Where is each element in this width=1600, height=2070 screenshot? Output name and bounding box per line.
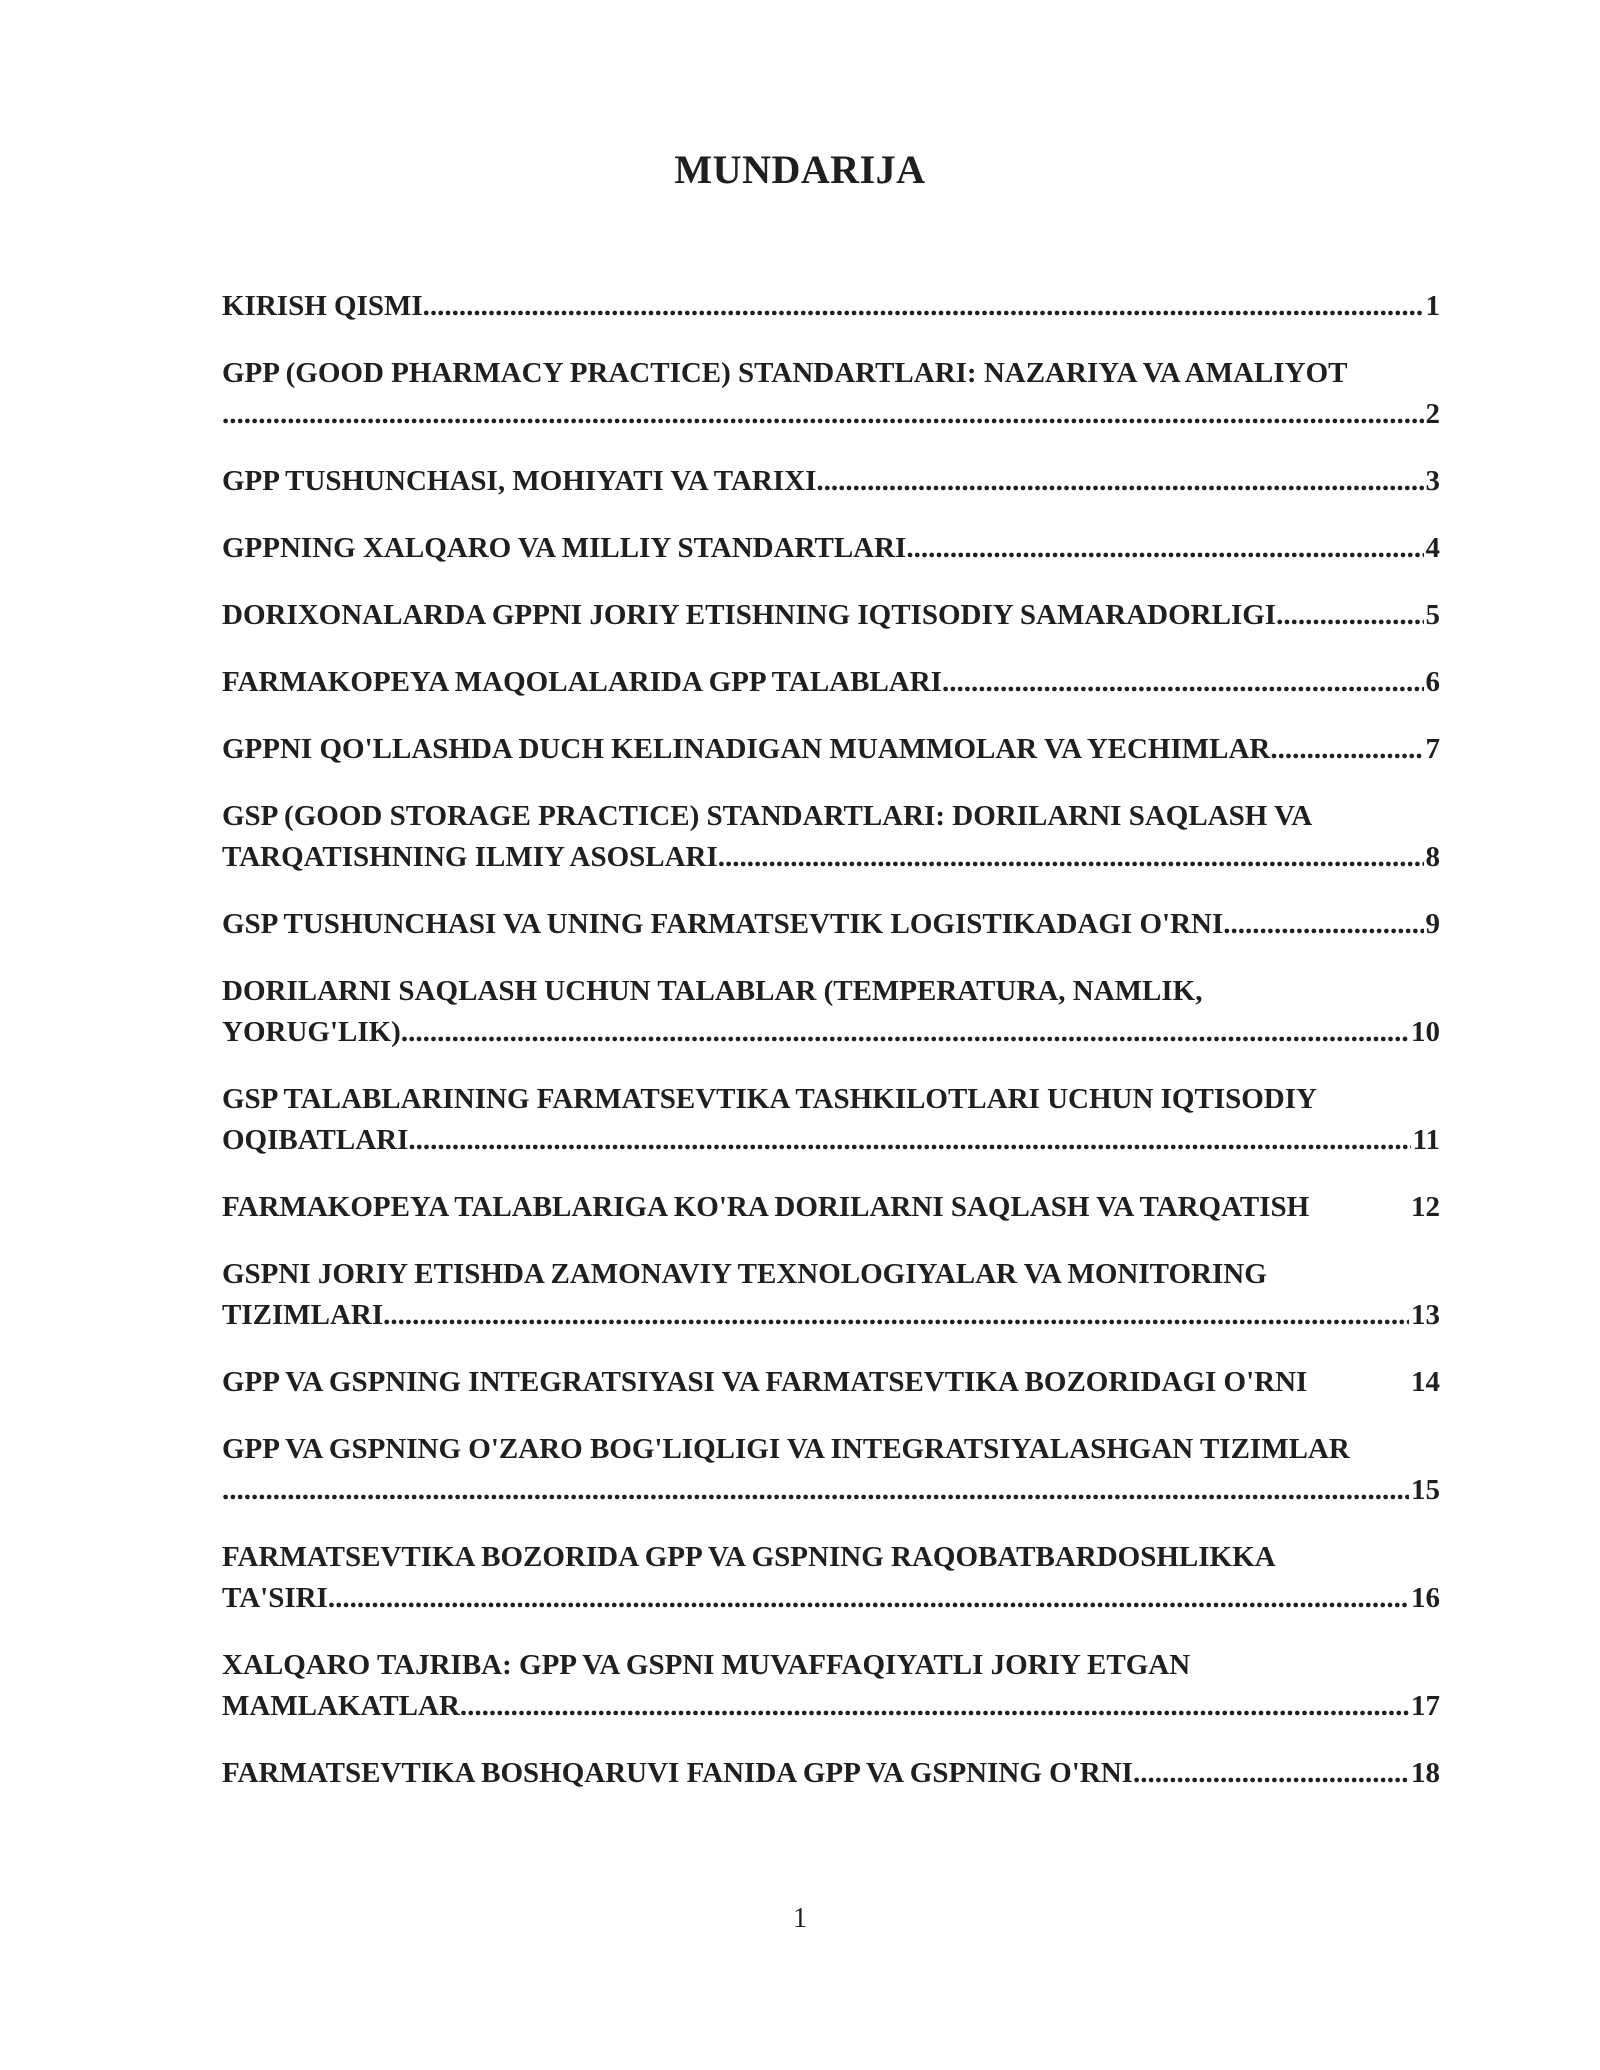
dot-leader <box>1276 595 1423 636</box>
toc-entry[interactable] <box>222 1645 1452 1727</box>
toc-entry[interactable] <box>222 595 1452 636</box>
toc-entry-last-line <box>222 394 1440 435</box>
toc-entry-title-line: DORILARNI SAQLASH UCHUN TALABLAR (TEMPERATURA, NAMLIK, <box>222 975 1203 1007</box>
toc-entry-last-line <box>222 1362 1440 1403</box>
toc-page-number: 10 <box>1411 1016 1440 1048</box>
toc-entry[interactable] <box>222 1429 1452 1511</box>
toc-entry-last-line <box>222 1187 1440 1228</box>
toc-entry-title: GPPNI QO'LLASHDA DUCH KELINADIGAN MUAMMOLAR VA YECHIMLAR <box>222 733 1271 765</box>
toc-entry[interactable] <box>222 1362 1452 1403</box>
toc-entry[interactable] <box>222 353 1452 435</box>
dot-leader <box>1270 729 1423 770</box>
toc-entry-last-line <box>222 662 1440 703</box>
toc-entry-last-line <box>222 904 1440 945</box>
toc-entry-last-line <box>222 286 1440 327</box>
page-number: 1 <box>793 1903 807 1934</box>
toc-entry-title-line: GSPNI JORIY ETISHDA ZAMONAVIY TEXNOLOGIYALAR VA MONITORING <box>222 1258 1267 1290</box>
toc-page-number: 2 <box>1425 398 1440 430</box>
toc-page-number: 12 <box>1411 1191 1440 1223</box>
dot-leader <box>1223 904 1423 945</box>
toc-entry-title: GPPNING XALQARO VA MILLIY STANDARTLARI <box>222 532 907 564</box>
toc-entry-title: FARMAKOPEYA TALABLARIGA KO'RA DORILARNI SAQLASH VA TARQATISH <box>222 1191 1310 1223</box>
toc-page-number: 7 <box>1425 733 1440 765</box>
toc-entry[interactable] <box>222 662 1452 703</box>
dot-leader <box>423 286 1424 327</box>
toc-page-number: 18 <box>1411 1757 1440 1789</box>
toc-entry-title: TARQATISHNING ILMIY ASOSLARI <box>222 841 718 873</box>
toc-entry-title: GPP TUSHUNCHASI, MOHIYATI VA TARIXI <box>222 465 817 497</box>
toc-entry[interactable] <box>222 528 1452 569</box>
toc-entry[interactable] <box>222 461 1452 502</box>
toc-entry-last-line <box>222 1295 1440 1336</box>
toc-entry-title: YORUG'LIK) <box>222 1016 401 1048</box>
toc-entry-last-line <box>222 1470 1440 1511</box>
toc-page-number: 4 <box>1425 532 1440 564</box>
toc-entry[interactable] <box>222 1079 1452 1161</box>
toc-page-number: 9 <box>1425 908 1440 940</box>
toc-entry-title: KIRISH QISMI <box>222 290 423 322</box>
table-of-contents <box>222 286 1452 1820</box>
dot-leader <box>816 461 1423 502</box>
toc-page-number: 3 <box>1425 465 1440 497</box>
toc-entry[interactable] <box>222 796 1452 878</box>
toc-entry-title: TIZIMLARI <box>222 1299 384 1331</box>
dot-leader <box>401 1012 1409 1053</box>
toc-page-number: 16 <box>1411 1582 1440 1614</box>
dot-leader <box>1133 1753 1409 1794</box>
dot-leader <box>222 1470 1409 1511</box>
toc-entry[interactable] <box>222 971 1452 1053</box>
toc-entry-title-line: GSP (GOOD STORAGE PRACTICE) STANDARTLARI: DORILARNI SAQLASH VA <box>222 800 1313 832</box>
toc-entry-title: OQIBATLARI <box>222 1124 409 1156</box>
toc-entry[interactable] <box>222 1187 1452 1228</box>
toc-entry[interactable] <box>222 1537 1452 1619</box>
toc-entry-title-line: FARMATSEVTIKA BOZORIDA GPP VA GSPNING RAQOBATBARDOSHLIKKA <box>222 1541 1276 1573</box>
toc-entry-title: GSP TUSHUNCHASI VA UNING FARMATSEVTIK LOGISTIKADAGI O'RNI <box>222 908 1224 940</box>
toc-entry[interactable] <box>222 1753 1452 1794</box>
toc-entry[interactable] <box>222 1254 1452 1336</box>
toc-page-number: 5 <box>1425 599 1440 631</box>
toc-entry-title: MAMLAKATLAR <box>222 1690 460 1722</box>
toc-entry[interactable] <box>222 729 1452 770</box>
dot-leader <box>408 1120 1410 1161</box>
toc-entry-last-line <box>222 1753 1440 1794</box>
toc-entry-last-line <box>222 1120 1440 1161</box>
toc-page-number: 6 <box>1425 666 1440 698</box>
toc-entry[interactable] <box>222 286 1452 327</box>
toc-page-number: 1 <box>1425 290 1440 322</box>
toc-page-number: 17 <box>1411 1690 1440 1722</box>
dot-leader <box>328 1578 1409 1619</box>
toc-entry-title: DORIXONALARDA GPPNI JORIY ETISHNING IQTISODIY SAMARADORLIGI <box>222 599 1277 631</box>
toc-entry-title-line: GPP VA GSPNING O'ZARO BOG'LIQLIGI VA INTEGRATSIYALASHGAN TIZIMLAR <box>222 1433 1350 1465</box>
toc-page-number: 14 <box>1411 1366 1440 1398</box>
toc-entry-title: TA'SIRI <box>222 1582 328 1614</box>
toc-entry-title-line: XALQARO TAJRIBA: GPP VA GSPNI MUVAFFAQIYATLI JORIY ETGAN <box>222 1649 1191 1681</box>
toc-entry-last-line <box>222 837 1440 878</box>
toc-entry-last-line <box>222 1012 1440 1053</box>
toc-page-number: 13 <box>1411 1299 1440 1331</box>
toc-entry-last-line <box>222 729 1440 770</box>
dot-leader <box>942 662 1424 703</box>
toc-entry-title: GPP VA GSPNING INTEGRATSIYASI VA FARMATSEVTIKA BOZORIDAGI O'RNI <box>222 1366 1308 1398</box>
toc-entry-last-line <box>222 461 1440 502</box>
toc-entry-last-line <box>222 1686 1440 1727</box>
toc-entry-last-line <box>222 528 1440 569</box>
toc-entry[interactable] <box>222 904 1452 945</box>
dot-leader <box>222 394 1424 435</box>
page-title: MUNDARIJA <box>674 147 926 192</box>
toc-page-number: 8 <box>1425 841 1440 873</box>
toc-page-number: 11 <box>1412 1124 1440 1156</box>
dot-leader <box>460 1686 1409 1727</box>
toc-entry-last-line <box>222 595 1440 636</box>
toc-entry-title-line: GSP TALABLARINING FARMATSEVTIKA TASHKILOTLARI UCHUN IQTISODIY <box>222 1083 1317 1115</box>
toc-entry-last-line <box>222 1578 1440 1619</box>
toc-page-number: 15 <box>1411 1474 1440 1506</box>
dot-leader <box>906 528 1423 569</box>
toc-entry-title-line: GPP (GOOD PHARMACY PRACTICE) STANDARTLARI: NAZARIYA VA AMALIYOT <box>222 357 1348 389</box>
toc-entry-title: FARMATSEVTIKA BOSHQARUVI FANIDA GPP VA GSPNING O'RNI <box>222 1757 1133 1789</box>
dot-leader <box>718 837 1424 878</box>
dot-leader <box>383 1295 1409 1336</box>
toc-entry-title: FARMAKOPEYA MAQOLALARIDA GPP TALABLARI <box>222 666 942 698</box>
